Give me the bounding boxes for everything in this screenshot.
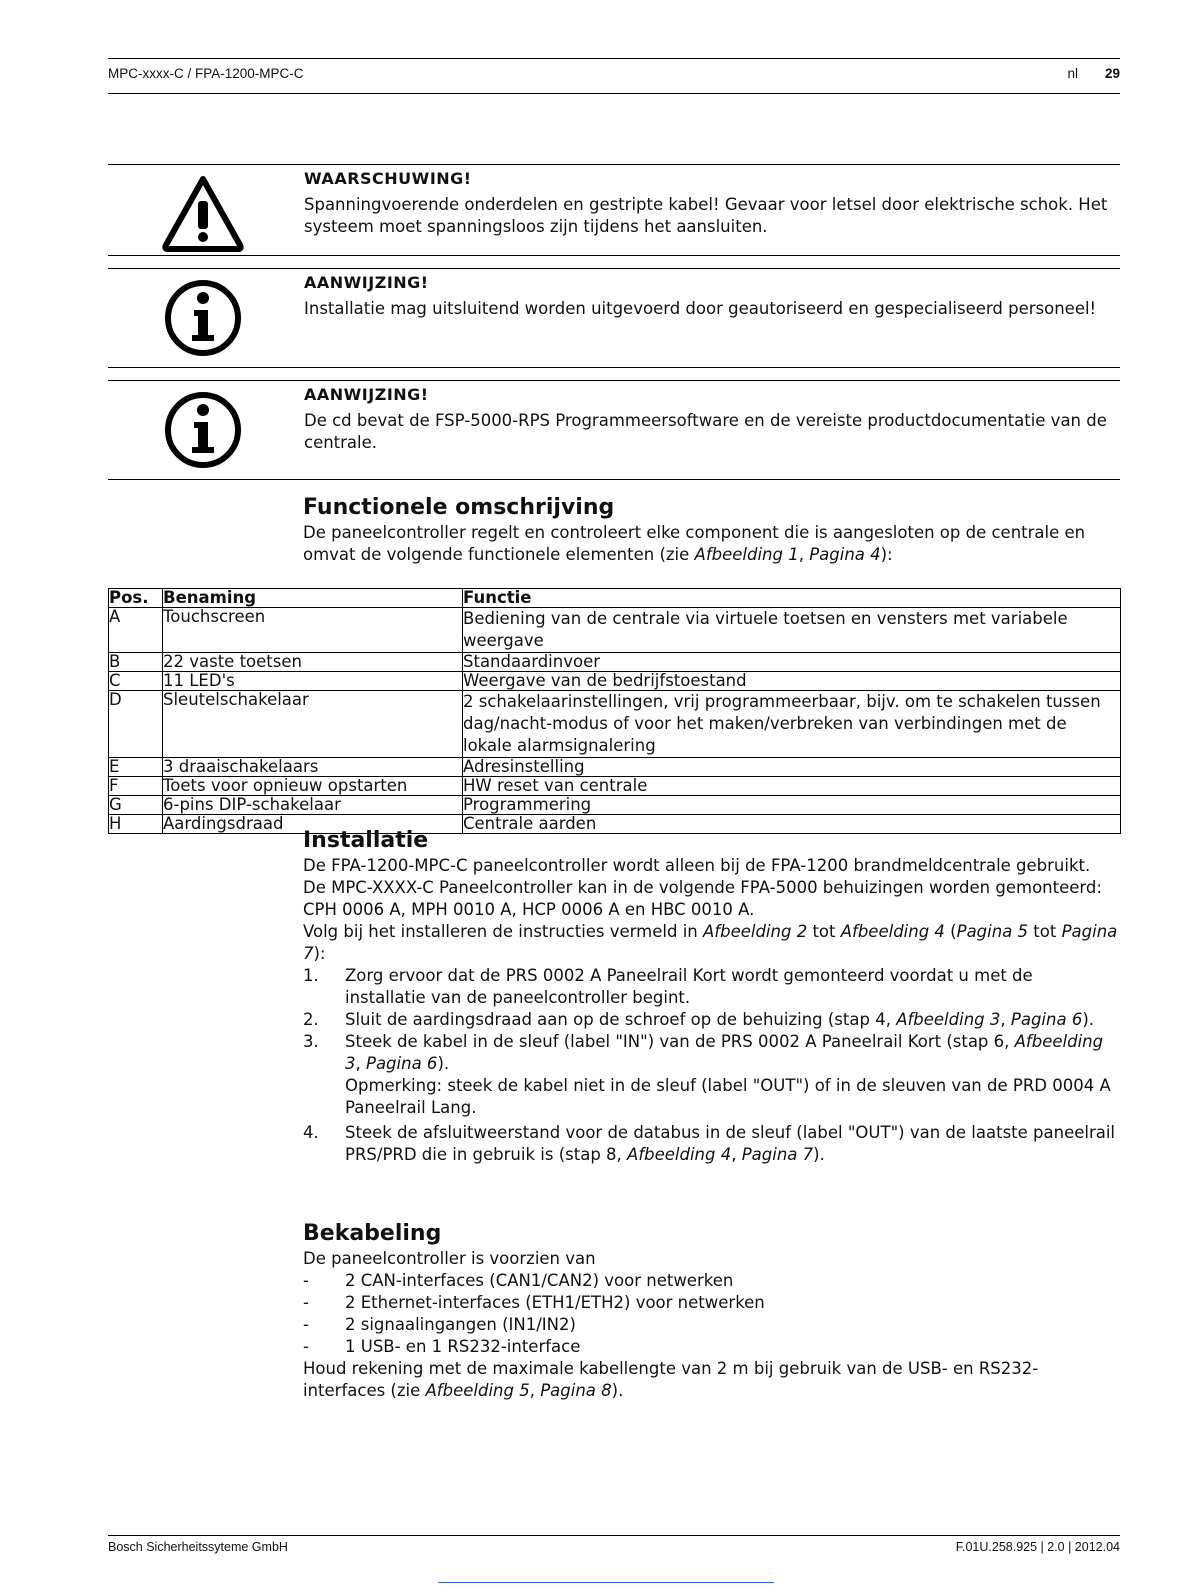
table-header-cell: Functie	[463, 589, 1121, 608]
table-cell: 6-pins DIP-schakelaar	[163, 796, 463, 815]
table-cell: Centrale aarden	[463, 815, 1121, 834]
paragraph: CPH 0006 A, MPH 0010 A, HCP 0006 A en HBC 0010 A.	[303, 900, 755, 919]
header-language: nl	[1067, 66, 1078, 81]
section-heading: Functionele omschrijving	[303, 495, 615, 520]
table-cell: Toets voor opnieuw opstarten	[163, 777, 463, 796]
table-row	[109, 608, 1121, 653]
bekabeling-section	[303, 1220, 1118, 1402]
table-row	[109, 758, 1121, 777]
table-cell: 22 vaste toetsen	[163, 653, 463, 672]
table-cell: Touchscreen	[163, 608, 463, 653]
paragraph: De paneelcontroller is voorzien van	[303, 1249, 596, 1268]
table-header-cell: Benaming	[163, 589, 463, 608]
page-footer	[108, 1535, 1120, 1554]
table-cell: C	[109, 672, 163, 691]
section-heading: Bekabeling	[303, 1221, 442, 1246]
footer-docref: F.01U.258.925 | 2.0 | 2012.04	[955, 1540, 1120, 1554]
table-cell: D	[109, 691, 163, 758]
page-header	[108, 58, 1120, 94]
notice-title: AANWIJZING!	[304, 273, 429, 292]
table-header-cell: Pos.	[109, 589, 163, 608]
list-item: 2. Sluit de aardingsdraad aan op de schroef op de behuizing (stap 4, Afbeelding 3, Pagina 6).	[303, 1010, 1095, 1029]
notice-text: Spanningvoerende onderdelen en gestripte kabel! Gevaar voor letsel door elektrische schok. Het systeem moet spanningsloos zijn tijdens het aansluiten.	[304, 195, 1108, 236]
table-row	[109, 653, 1121, 672]
table-cell: Bediening van de centrale via virtuele toetsen en vensters met variabele weergave	[463, 608, 1121, 653]
table-cell: Weergave van de bedrijfstoestand	[463, 672, 1121, 691]
table-cell: F	[109, 777, 163, 796]
step-note: Opmerking: steek de kabel niet in de sleuf (label "OUT") of in de sleuven van de PRD 0004 A Paneelrail Lang.	[345, 1076, 1111, 1117]
section-heading: Installatie	[303, 828, 429, 853]
list-item: 4. Steek de afsluitweerstand voor de databus in de sleuf (label "OUT") van de laatste paneelrail PRS/PRD die in gebruik is (stap 8, Afbeelding 4, Pagina 7).	[303, 1123, 1116, 1164]
warning-notice	[108, 164, 1120, 256]
functional-elements-table	[108, 588, 1121, 834]
table-row	[109, 777, 1121, 796]
table-cell: A	[109, 608, 163, 653]
functional-intro: De paneelcontroller regelt en controleert elke component die is aangesloten op de centrale en omvat de volgende functionele elementen (zie Afbeelding 1, Pagina 4):	[303, 523, 1086, 564]
paragraph: Houd rekening met de maximale kabellengte van 2 m bij gebruik van de USB- en RS232-interfaces (zie Afbeelding 5, Pagina 8).	[303, 1359, 1039, 1400]
header-page-number: 29	[1104, 66, 1120, 81]
installatie-section	[303, 827, 1118, 1166]
table-cell: E	[109, 758, 163, 777]
info-notice	[108, 380, 1120, 480]
bottom-rule	[438, 1582, 774, 1583]
table-cell: Sleutelschakelaar	[163, 691, 463, 758]
list-item: - 2 signaalingangen (IN1/IN2)	[303, 1315, 576, 1334]
notice-text: De cd bevat de FSP-5000-RPS Programmeersoftware en de vereiste productdocumentatie van de centrale.	[304, 411, 1107, 452]
table-cell: 3 draaischakelaars	[163, 758, 463, 777]
list-item: 1. Zorg ervoor dat de PRS 0002 A Paneelrail Kort wordt gemonteerd voordat u met de installatie van de paneelcontroller begint.	[303, 966, 1033, 1007]
table-cell: 2 schakelaarinstellingen, vrij programmeerbaar, bijv. om te schakelen tussen dag/nacht-modus of voor het maken/verbreken van verbindingen met de lokale alarmsignalering	[463, 691, 1121, 758]
table-row	[109, 796, 1121, 815]
table-cell: Adresinstelling	[463, 758, 1121, 777]
info-icon	[162, 277, 244, 359]
installation-steps	[303, 965, 1118, 1166]
interface-list	[303, 1270, 1118, 1358]
list-item: - 2 CAN-interfaces (CAN1/CAN2) voor netwerken	[303, 1271, 734, 1290]
info-notice	[108, 268, 1120, 368]
paragraph: De FPA-1200-MPC-C paneelcontroller wordt alleen bij de FPA-1200 brandmeldcentrale gebruikt.	[303, 856, 1091, 875]
header-product: MPC-xxxx-C / FPA-1200-MPC-C	[108, 66, 304, 81]
table-cell: Programmering	[463, 796, 1121, 815]
list-item: - 2 Ethernet-interfaces (ETH1/ETH2) voor netwerken	[303, 1293, 765, 1312]
table-cell: Standaardinvoer	[463, 653, 1121, 672]
list-item: - 1 USB- en 1 RS232-interface	[303, 1337, 581, 1356]
notice-text: Installatie mag uitsluitend worden uitgevoerd door geautoriseerd en gespecialiseerd personeel!	[304, 299, 1097, 318]
paragraph: Volg bij het installeren de instructies vermeld in Afbeelding 2 tot Afbeelding 4 (Pagina 5 tot Pagina 7):	[303, 922, 1118, 963]
table-cell: H	[109, 815, 163, 834]
table-cell: Aardingsdraad	[163, 815, 463, 834]
table-cell: HW reset van centrale	[463, 777, 1121, 796]
notice-title: AANWIJZING!	[304, 385, 429, 404]
paragraph: De MPC-XXXX-C Paneelcontroller kan in de volgende FPA-5000 behuizingen worden gemonteerd:	[303, 878, 1102, 897]
list-item: 3. Steek de kabel in de sleuf (label "IN") van de PRS 0002 A Paneelrail Kort (stap 6, Afbeelding 3, Pagina 6). Opmerking: steek de kabel niet in de sleuf (label "OUT") of in de sleuven van de PRD 0004 A Paneelrail Lang.	[303, 1031, 1118, 1119]
table-row	[109, 691, 1121, 758]
table-header-row	[109, 589, 1121, 608]
functional-section	[303, 494, 1118, 566]
footer-company: Bosch Sicherheitssyteme GmbH	[108, 1540, 288, 1554]
info-icon	[162, 389, 244, 471]
table-cell: 11 LED's	[163, 672, 463, 691]
table-cell: B	[109, 653, 163, 672]
notice-title: WAARSCHUWING!	[304, 169, 472, 188]
table-cell: G	[109, 796, 163, 815]
warning-triangle-icon	[162, 173, 244, 255]
table-row	[109, 672, 1121, 691]
